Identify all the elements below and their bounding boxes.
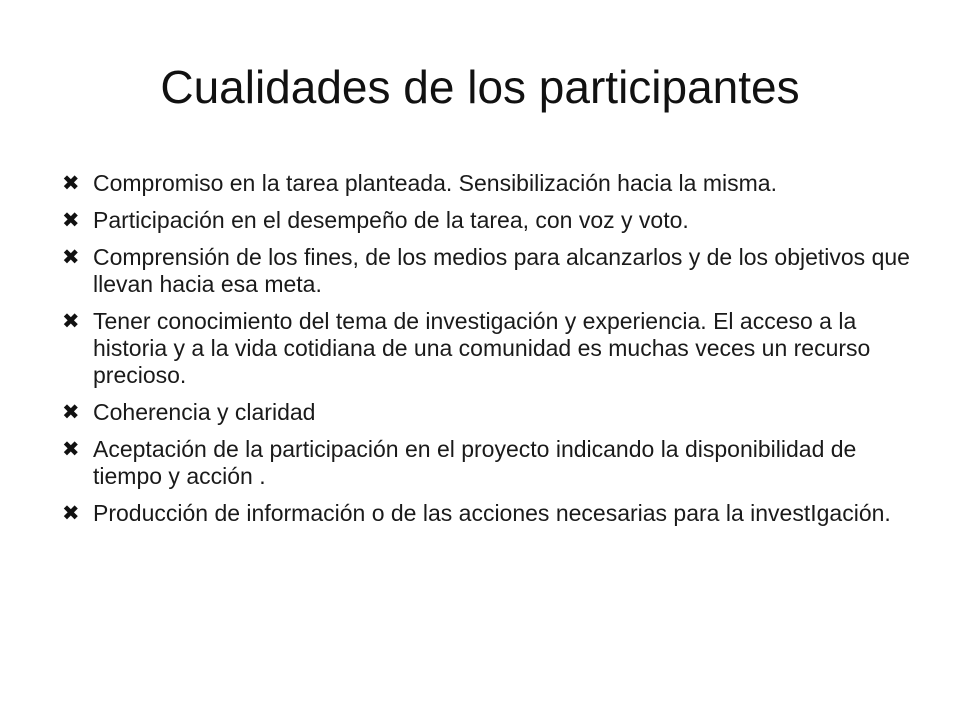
list-item-text: Tener conocimiento del tema de investigación y experiencia. El acceso a la historia y a la vida cotidiana de una comunidad es muchas veces un recurso precioso. [93, 308, 871, 388]
list-item [62, 399, 912, 426]
list-item [62, 170, 912, 197]
list-item [62, 436, 912, 490]
list-item [62, 500, 912, 527]
heavy-x-icon: ✖ [62, 172, 80, 195]
heavy-x-icon: ✖ [62, 209, 80, 232]
heavy-x-icon: ✖ [62, 502, 80, 525]
list-item-text: Compromiso en la tarea planteada. Sensibilización hacia la misma. [93, 170, 777, 196]
list-item [62, 308, 912, 389]
list-item-text: Producción de información o de las acciones necesarias para la investIgación. [93, 500, 891, 526]
heavy-x-icon: ✖ [62, 401, 80, 424]
slide-title: Cualidades de los participantes [160, 61, 800, 113]
list-item-text: Coherencia y claridad [93, 399, 316, 425]
bullet-list [62, 170, 912, 537]
heavy-x-icon: ✖ [62, 246, 80, 269]
list-item-text: Comprensión de los fines, de los medios para alcanzarlos y de los objetivos que llevan hacia esa meta. [93, 244, 910, 297]
list-item [62, 207, 912, 234]
heavy-x-icon: ✖ [62, 310, 80, 333]
heavy-x-icon: ✖ [62, 438, 80, 461]
list-item [62, 244, 912, 298]
list-item-text: Aceptación de la participación en el proyecto indicando la disponibilidad de tiempo y acción . [93, 436, 857, 489]
list-item-text: Participación en el desempeño de la tarea, con voz y voto. [93, 207, 689, 233]
